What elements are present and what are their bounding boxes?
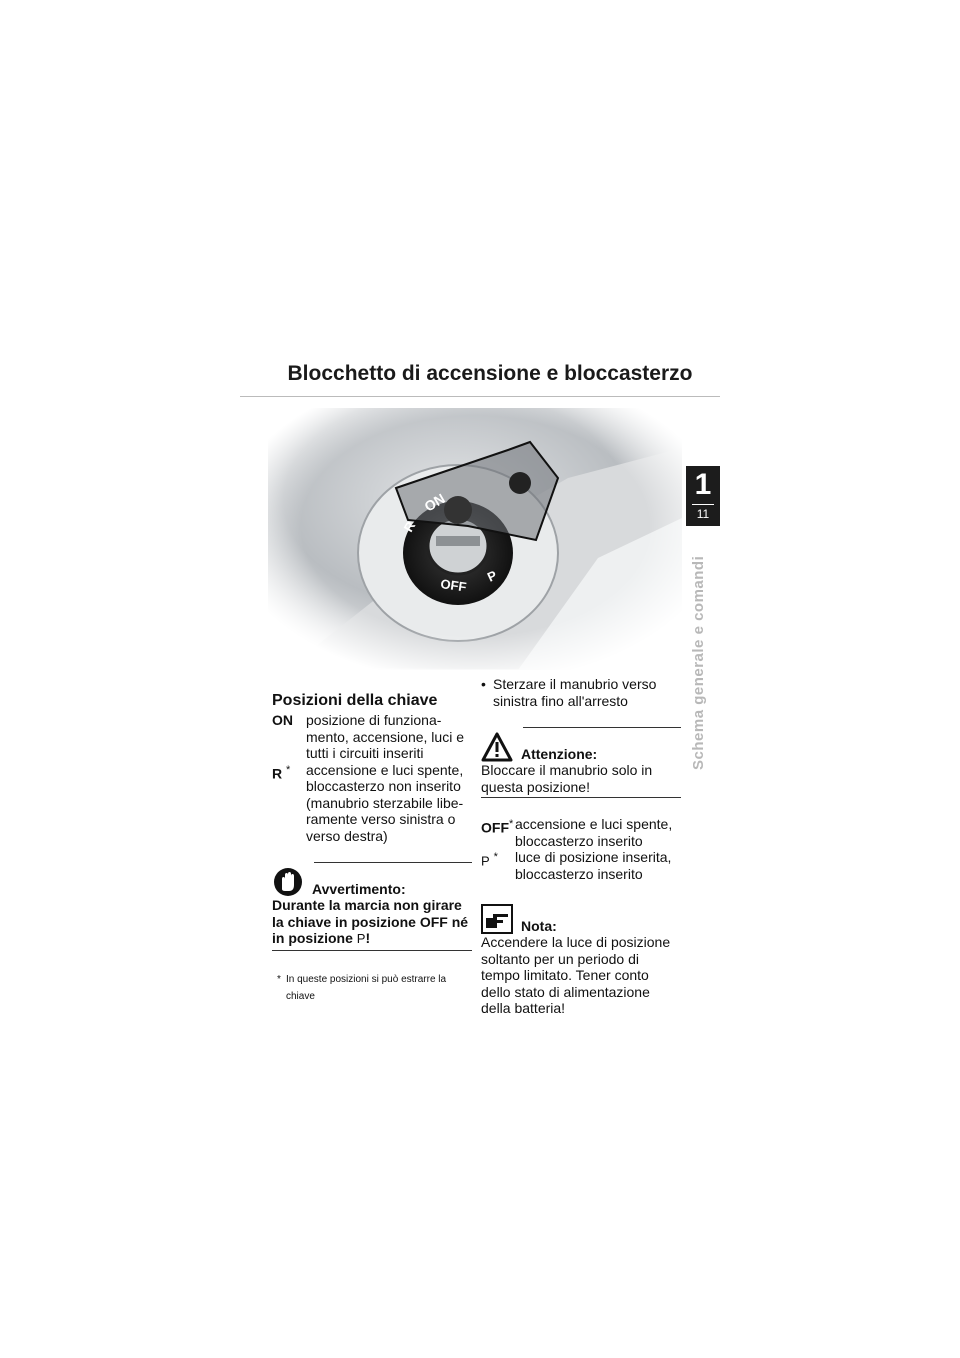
page-number: 11 [696,507,710,521]
term-r-star: * [286,763,291,776]
warning-header [272,867,472,897]
desc-p: luce di posizione inserita, bloccasterzo inserito [515,849,672,882]
term-off-star: * [509,818,514,830]
chapter-number: 1 [694,468,712,501]
warning-box [272,862,472,951]
note-pointing-hand-icon [481,904,513,934]
section-heading: Posizioni della chiave [272,692,438,709]
page-title: Blocchetto di accensione e bloccasterzo [287,362,693,385]
note-label: Nota: [521,918,557,934]
bullet-mark: • [481,676,486,692]
caution-text: Bloccare il manubrio solo in questa posizione! [481,762,653,795]
definition-p [481,849,681,882]
warning-text-body: Durante la marcia non girare la chiave in posizione OFF né in posizione [272,897,469,946]
warning-rule-bottom [272,950,472,951]
definition-r [272,762,472,845]
ignition-lock-photo [268,408,682,670]
term-p-star: * [493,851,498,863]
term-r-letter: R [272,765,283,782]
warning-position-p: P [356,931,366,946]
footnote-text: In queste posizioni si può estrarre la chiave [286,973,447,1002]
caution-rule-top [523,727,681,728]
warning-label: Avvertimento: [312,881,406,897]
desc-r: accensione e luci spente, bloccasterzo non inserito (manubrio sterzabile libe-ramente verso sinistra o verso destra) [306,761,464,844]
note-header [481,904,681,934]
footnote [272,971,472,1005]
term-off [481,816,515,849]
footnote-mark: * [277,973,281,985]
caution-box [481,727,681,798]
term-p-letter: P [481,853,490,869]
term-off-word: OFF [481,819,509,836]
bullet-text: Sterzare il manubrio verso sinistra fino all'arresto [493,676,657,709]
desc-off: accensione e luci spente, bloccasterzo inserito [515,816,673,849]
note-box [481,904,681,1017]
chapter-side-label: Schema generale e comandi [690,555,707,770]
warning-text-end: ! [365,930,371,946]
chapter-tab [686,466,720,526]
right-column [481,676,681,1017]
caution-header [481,732,681,762]
hand-stop-icon [272,867,304,897]
definition-off [481,816,681,849]
term-r [272,762,306,845]
note-text: Accendere la luce di posizione soltanto per un periodo di tempo limitato. Tener conto dello stato di alimentazione della batteria! [481,934,671,1016]
warning-text [272,897,472,948]
instruction-bullet [481,676,681,709]
term-p [481,849,515,882]
term-on: ON [272,712,293,728]
definition-on [272,712,472,762]
caution-triangle-icon [481,732,513,762]
caution-label: Attenzione: [521,746,598,762]
desc-on: posizione di funziona-mento, accensione, luci e tutti i circuiti inseriti [306,712,464,761]
warning-rule-top [314,862,472,863]
spacer [481,798,681,816]
title-divider [240,396,720,397]
left-column [272,692,472,1005]
